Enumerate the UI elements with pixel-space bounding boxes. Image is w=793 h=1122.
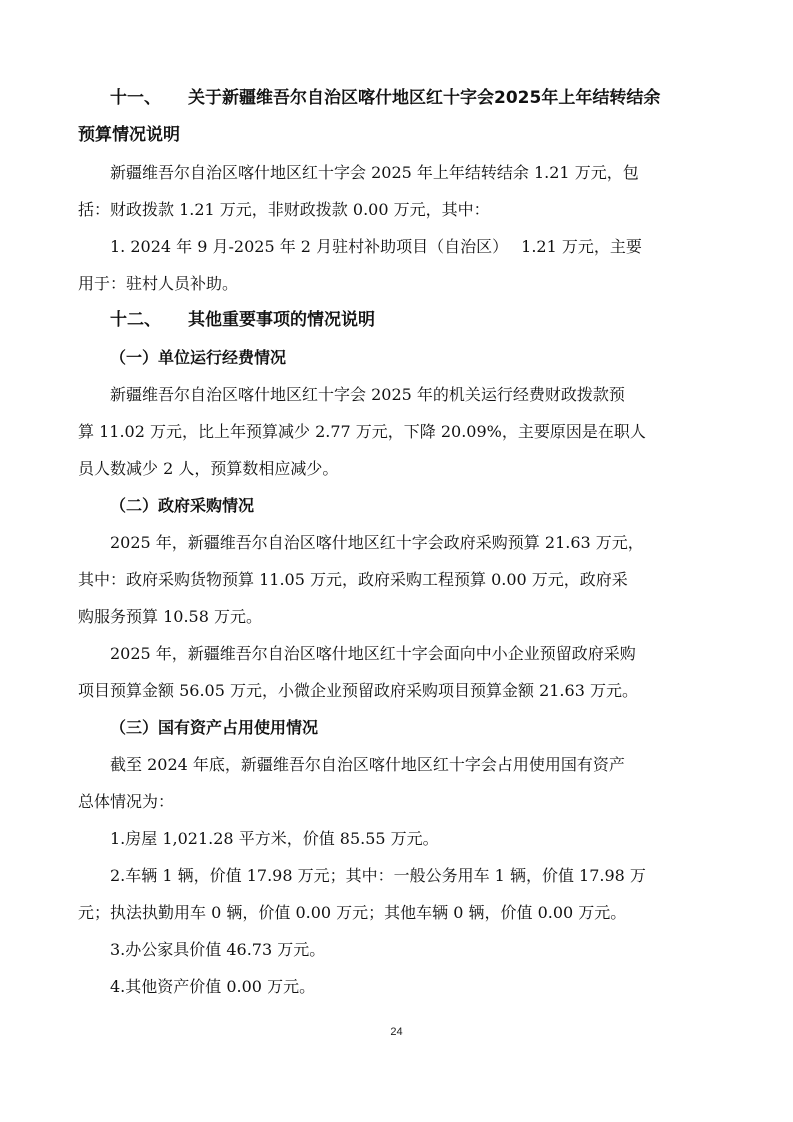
page-number: 24 xyxy=(390,1026,403,1038)
state-assets-intro-line2: 总体情况为： xyxy=(78,792,175,811)
document-page xyxy=(78,80,715,1005)
operating-cost-line3: 员人数减少 2 人，预算数相应减少。 xyxy=(78,459,339,478)
procurement-heading: （二）政府采购情况 xyxy=(110,496,255,515)
carryover-item1-line1: 1. 2024 年 9 月-2025 年 2 月驻村补助项目（自治区） 1.21 万元，主要 xyxy=(110,237,642,256)
procurement-p2-line1: 2025 年，新疆维吾尔自治区喀什地区红十字会面向中小企业预留政府采购 xyxy=(110,644,636,663)
procurement-p1-line1: 2025 年，新疆维吾尔自治区喀什地区红十字会政府采购预算 21.63 万元， xyxy=(110,533,644,552)
operating-cost-line1: 新疆维吾尔自治区喀什地区红十字会 2025 年的机关运行经费财政拨款预 xyxy=(110,385,625,404)
operating-cost-heading: （一）单位运行经费情况 xyxy=(110,348,287,367)
operating-cost-line2: 算 11.02 万元，比上年预算减少 2.77 万元，下降 20.09%，主要原因是在职人 xyxy=(78,422,646,441)
carryover-item1-line2: 用于：驻村人员补助。 xyxy=(78,274,239,293)
procurement-p1-line3: 购服务预算 10.58 万元。 xyxy=(78,607,262,626)
state-assets-item1: 1.房屋 1,021.28 平方米，价值 85.55 万元。 xyxy=(110,829,439,848)
section-eleven-title-line2: 预算情况说明 xyxy=(78,125,180,145)
procurement-p2-line2: 项目预算金额 56.05 万元，小微企业预留政府采购项目预算金额 21.63 万元。 xyxy=(78,681,638,700)
section-twelve-heading xyxy=(78,302,715,339)
carryover-paragraph-line2: 括：财政拨款 1.21 万元，非财政拨款 0.00 万元，其中： xyxy=(78,200,490,219)
section-twelve-title: 其他重要事项的情况说明 xyxy=(188,310,375,330)
section-eleven-number: 十一、 xyxy=(110,88,161,108)
procurement-p1-line2: 其中：政府采购货物预算 11.05 万元，政府采购工程预算 0.00 万元，政府采 xyxy=(78,570,628,589)
state-assets-item4: 4.其他资产价值 0.00 万元。 xyxy=(110,977,316,996)
state-assets-intro-line1: 截至 2024 年底，新疆维吾尔自治区喀什地区红十字会占用使用国有资产 xyxy=(110,755,625,774)
state-assets-item2-line1: 2.车辆 1 辆，价值 17.98 万元；其中：一般公务用车 1 辆，价值 17.98 万 xyxy=(110,866,646,885)
section-twelve-number: 十二、 xyxy=(110,310,161,330)
section-eleven-title-line1: 关于新疆维吾尔自治区喀什地区红十字会2025年上年结转结余 xyxy=(188,88,661,108)
state-assets-item3: 3.办公家具价值 46.73 万元。 xyxy=(110,940,326,959)
carryover-paragraph-line1: 新疆维吾尔自治区喀什地区红十字会 2025 年上年结转结余 1.21 万元，包 xyxy=(110,163,639,182)
state-assets-heading: （三）国有资产占用使用情况 xyxy=(110,718,319,737)
state-assets-item2-line2: 元；执法执勤用车 0 辆，价值 0.00 万元；其他车辆 0 辆，价值 0.00 万元。 xyxy=(78,903,627,922)
section-eleven-heading xyxy=(78,80,715,117)
